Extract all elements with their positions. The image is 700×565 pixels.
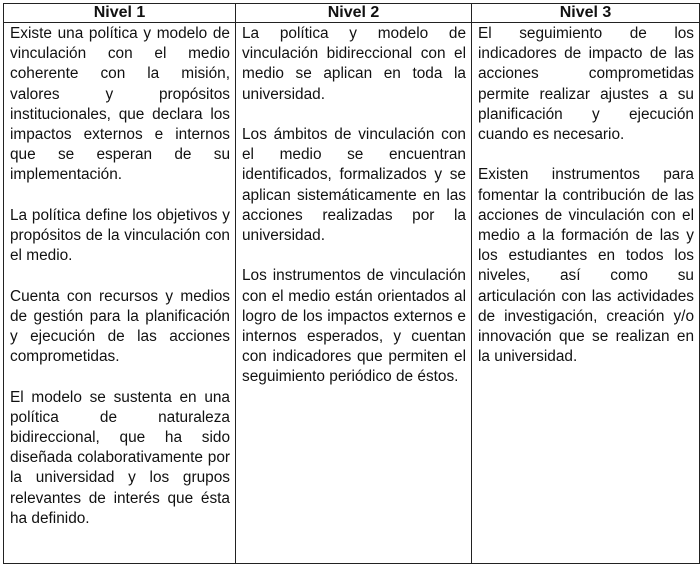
nivel-1-paragraph: La política define los objetivos y propósitos de la vinculación con el medio. [10, 206, 230, 265]
header-nivel-3: Nivel 3 [472, 4, 700, 23]
nivel-1-paragraph: Cuenta con recursos y medios de gestión para la planificación y ejecución de las acciones comprometidas. [10, 287, 230, 366]
nivel-2-paragraph: Los ámbitos de vinculación con el medio se encuentran identificados, formalizados y se aplican sistemáticamente en las acciones realizadas por la universidad. [242, 126, 466, 245]
header-nivel-2: Nivel 2 [236, 4, 472, 23]
cell-nivel-3 [472, 23, 700, 564]
nivel-1-paragraph: El modelo se sustenta en una política de naturaleza bidireccional, que ha sido diseñada colaborativamente por la universidad y los grupos relevantes de interés que ésta ha definido. [10, 388, 230, 527]
nivel-2-paragraph: Los instrumentos de vinculación con el medio están orientados al logro de los impactos externos e internos esperados, y cuentan con indicadores que permiten el seguimiento periódico de éstos. [242, 267, 466, 386]
cell-nivel-1 [4, 23, 236, 564]
nivel-3-paragraph: El seguimiento de los indicadores de impacto de las acciones comprometidas permite realizar ajustes a su planificación y ejecución cuando es necesario. [478, 25, 694, 144]
content-row [4, 23, 700, 564]
header-nivel-1: Nivel 1 [4, 4, 236, 23]
nivel-3-paragraph: Existen instrumentos para fomentar la contribución de las acciones de vinculación con el medio a la formación de las y los estudiantes en todos los niveles, así como su articulación con las actividades de investigación, creación y/o innovación que se realizan en la universidad. [478, 166, 694, 366]
criteria-levels-table [3, 3, 700, 564]
cell-nivel-2 [236, 23, 472, 564]
nivel-2-paragraph: La política y modelo de vinculación bidireccional con el medio se aplican en toda la universidad. [242, 25, 466, 103]
header-row [4, 4, 700, 23]
nivel-1-paragraph: Existe una política y modelo de vinculación con el medio coherente con la misión, valores y propósitos institucionales, que declara los impactos externos e internos que se esperan de su implementación. [10, 25, 230, 184]
